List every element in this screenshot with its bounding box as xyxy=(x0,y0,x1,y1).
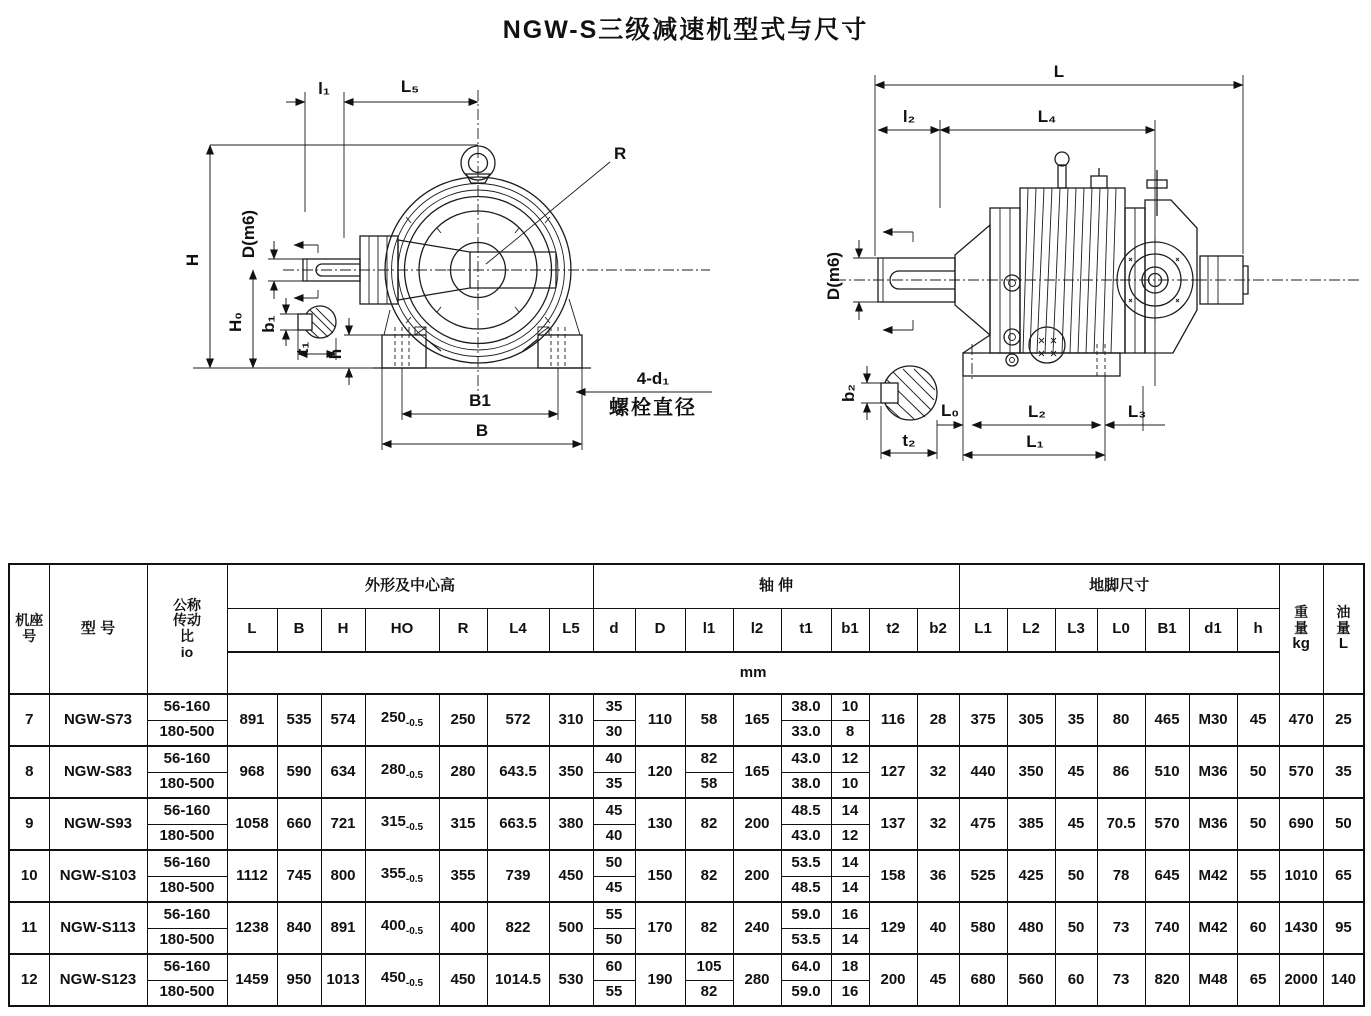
th-col-L2: L2 xyxy=(1007,608,1055,652)
td-l2: 165 xyxy=(733,746,781,798)
td-L3: 45 xyxy=(1055,746,1097,798)
td-L0: 86 xyxy=(1097,746,1145,798)
td-oil: 140 xyxy=(1323,954,1364,1006)
td-b2: 45 xyxy=(917,954,959,1006)
page-title: NGW-S三级减速机型式与尺寸 xyxy=(502,16,869,44)
td-HO xyxy=(365,954,439,1006)
td-b1-bottom: 12 xyxy=(831,824,869,850)
td-L2: 385 xyxy=(1007,798,1055,850)
td-oil: 50 xyxy=(1323,798,1364,850)
td-t1-bottom: 48.5 xyxy=(781,876,831,902)
dim-b2-label: b₂ xyxy=(839,384,858,402)
td-t2: 158 xyxy=(869,850,917,902)
td-L0: 78 xyxy=(1097,850,1145,902)
td-B: 840 xyxy=(277,902,321,954)
dim-b1-label: b₁ xyxy=(259,315,278,333)
td-model: NGW-S83 xyxy=(49,746,147,798)
td-L1: 680 xyxy=(959,954,1007,1006)
td-l2: 240 xyxy=(733,902,781,954)
td-frame-no: 7 xyxy=(9,694,49,746)
td-H: 574 xyxy=(321,694,365,746)
td-ratio-bottom: 180-500 xyxy=(147,824,227,850)
td-d-top: 55 xyxy=(593,902,635,928)
td-L0: 73 xyxy=(1097,902,1145,954)
td-l1: 58 xyxy=(685,694,733,746)
td-t1-top: 38.0 xyxy=(781,694,831,720)
td-HO xyxy=(365,850,439,902)
td-L4: 572 xyxy=(487,694,549,746)
td-R: 355 xyxy=(439,850,487,902)
td-HO xyxy=(365,902,439,954)
td-L2: 425 xyxy=(1007,850,1055,902)
td-weight: 1010 xyxy=(1279,850,1323,902)
td-L: 1238 xyxy=(227,902,277,954)
td-L5: 500 xyxy=(549,902,593,954)
td-t2: 127 xyxy=(869,746,917,798)
dim-L4-label: L₄ xyxy=(1037,107,1057,126)
td-frame-no: 8 xyxy=(9,746,49,798)
td-l2: 165 xyxy=(733,694,781,746)
td-l2: 200 xyxy=(733,850,781,902)
th-group-shaft: 轴 伸 xyxy=(593,564,959,608)
td-b1-bottom: 14 xyxy=(831,876,869,902)
th-col-d1: d1 xyxy=(1189,608,1237,652)
td-ratio-top: 56-160 xyxy=(147,694,227,720)
td-L: 891 xyxy=(227,694,277,746)
th-oil xyxy=(1323,564,1364,694)
dim-L-label: L xyxy=(1053,62,1065,81)
td-H: 891 xyxy=(321,902,365,954)
td-oil: 25 xyxy=(1323,694,1364,746)
td-L5: 380 xyxy=(549,798,593,850)
td-L: 1112 xyxy=(227,850,277,902)
front-housing xyxy=(283,90,710,400)
td-H: 721 xyxy=(321,798,365,850)
th-col-l2: l2 xyxy=(733,608,781,652)
td-D: 190 xyxy=(635,954,685,1006)
td-L3: 50 xyxy=(1055,850,1097,902)
td-d-bottom: 45 xyxy=(593,876,635,902)
td-model: NGW-S113 xyxy=(49,902,147,954)
td-H: 634 xyxy=(321,746,365,798)
td-HO xyxy=(365,694,439,746)
td-L4: 822 xyxy=(487,902,549,954)
th-col-D: D xyxy=(635,608,685,652)
td-B: 660 xyxy=(277,798,321,850)
ho-value: 280 xyxy=(380,761,406,779)
td-L5: 350 xyxy=(549,746,593,798)
td-oil: 35 xyxy=(1323,746,1364,798)
th-oil-unit: L xyxy=(1338,635,1348,653)
td-t2: 129 xyxy=(869,902,917,954)
td-D: 170 xyxy=(635,902,685,954)
th-col-L3: L3 xyxy=(1055,608,1097,652)
td-weight: 570 xyxy=(1279,746,1323,798)
td-D: 110 xyxy=(635,694,685,746)
td-l2: 280 xyxy=(733,954,781,1006)
td-HO xyxy=(365,798,439,850)
ho-value: 400 xyxy=(380,917,406,935)
td-L5: 450 xyxy=(549,850,593,902)
td-d-bottom: 55 xyxy=(593,980,635,1006)
td-d1: M36 xyxy=(1189,746,1237,798)
td-d-top: 50 xyxy=(593,850,635,876)
td-t2: 200 xyxy=(869,954,917,1006)
th-col-B: B xyxy=(277,608,321,652)
td-l1-bottom: 58 xyxy=(685,772,733,798)
td-L1: 525 xyxy=(959,850,1007,902)
side-output-bearing xyxy=(1113,238,1248,322)
td-L5: 310 xyxy=(549,694,593,746)
td-h: 45 xyxy=(1237,694,1279,746)
td-b2: 32 xyxy=(917,746,959,798)
td-b1-bottom: 8 xyxy=(831,720,869,746)
th-col-L: L xyxy=(227,608,277,652)
ho-tolerance: -0.5 xyxy=(405,978,424,990)
th-col-b2: b2 xyxy=(917,608,959,652)
td-d-bottom: 40 xyxy=(593,824,635,850)
td-B1: 510 xyxy=(1145,746,1189,798)
dim-L0-label: L₀ xyxy=(940,401,960,420)
ho-value: 250 xyxy=(380,709,406,727)
td-d-top: 60 xyxy=(593,954,635,980)
th-model: 型 号 xyxy=(49,564,147,694)
ho-tolerance: -0.5 xyxy=(405,822,424,834)
td-L2: 350 xyxy=(1007,746,1055,798)
td-ratio-top: 56-160 xyxy=(147,850,227,876)
td-l1-top: 82 xyxy=(685,746,733,772)
th-col-l1: l1 xyxy=(685,608,733,652)
dim-D-label: D(m6) xyxy=(239,209,258,259)
td-B: 950 xyxy=(277,954,321,1006)
td-b2: 28 xyxy=(917,694,959,746)
td-t1-top: 43.0 xyxy=(781,746,831,772)
td-L5: 530 xyxy=(549,954,593,1006)
td-weight: 2000 xyxy=(1279,954,1323,1006)
td-B1: 465 xyxy=(1145,694,1189,746)
td-L2: 560 xyxy=(1007,954,1055,1006)
td-ratio-top: 56-160 xyxy=(147,746,227,772)
ho-value: 450 xyxy=(380,969,406,987)
td-L2: 480 xyxy=(1007,902,1055,954)
dim-D-label: D(m6) xyxy=(824,251,843,301)
th-col-L4: L4 xyxy=(487,608,549,652)
td-L0: 70.5 xyxy=(1097,798,1145,850)
ho-tolerance: -0.5 xyxy=(405,770,424,782)
td-d1: M48 xyxy=(1189,954,1237,1006)
bolt-count-label: 4-d₁ xyxy=(636,369,670,388)
td-t1-top: 53.5 xyxy=(781,850,831,876)
td-HO xyxy=(365,746,439,798)
td-weight: 690 xyxy=(1279,798,1323,850)
td-B1: 645 xyxy=(1145,850,1189,902)
td-h: 50 xyxy=(1237,746,1279,798)
td-D: 120 xyxy=(635,746,685,798)
dim-L5-label: L₅ xyxy=(400,77,420,96)
td-D: 150 xyxy=(635,850,685,902)
td-oil: 95 xyxy=(1323,902,1364,954)
th-weight-unit: kg xyxy=(1292,635,1310,653)
td-L0: 80 xyxy=(1097,694,1145,746)
td-R: 250 xyxy=(439,694,487,746)
side-view-drawing xyxy=(815,48,1370,493)
td-b1-top: 14 xyxy=(831,850,869,876)
td-L1: 440 xyxy=(959,746,1007,798)
td-B1: 740 xyxy=(1145,902,1189,954)
td-R: 400 xyxy=(439,902,487,954)
th-col-B1: B1 xyxy=(1145,608,1189,652)
td-model: NGW-S103 xyxy=(49,850,147,902)
td-L4: 739 xyxy=(487,850,549,902)
td-b1-bottom: 10 xyxy=(831,772,869,798)
ho-tolerance: -0.5 xyxy=(405,874,424,886)
th-col-HO: HO xyxy=(365,608,439,652)
td-b1-bottom: 14 xyxy=(831,928,869,954)
td-weight: 470 xyxy=(1279,694,1323,746)
td-L4: 663.5 xyxy=(487,798,549,850)
dim-L3-label: L₃ xyxy=(1127,402,1147,421)
td-b2: 32 xyxy=(917,798,959,850)
td-l1-top: 105 xyxy=(685,954,733,980)
td-R: 280 xyxy=(439,746,487,798)
td-B1: 820 xyxy=(1145,954,1189,1006)
td-b2: 36 xyxy=(917,850,959,902)
td-B: 590 xyxy=(277,746,321,798)
td-d1: M42 xyxy=(1189,902,1237,954)
td-b1-top: 12 xyxy=(831,746,869,772)
td-H: 800 xyxy=(321,850,365,902)
td-ratio-top: 56-160 xyxy=(147,798,227,824)
td-L2: 305 xyxy=(1007,694,1055,746)
front-dimensions xyxy=(183,77,712,450)
td-R: 315 xyxy=(439,798,487,850)
dim-t1-label: t₁ xyxy=(293,341,312,355)
td-b1-top: 18 xyxy=(831,954,869,980)
front-key-detail xyxy=(298,306,336,338)
td-L1: 580 xyxy=(959,902,1007,954)
th-unit: mm xyxy=(227,652,1279,694)
td-L1: 475 xyxy=(959,798,1007,850)
td-l2: 200 xyxy=(733,798,781,850)
td-b1-bottom: 16 xyxy=(831,980,869,1006)
td-B: 745 xyxy=(277,850,321,902)
bolt-note-label: 螺栓直径 xyxy=(609,397,697,419)
td-frame-no: 10 xyxy=(9,850,49,902)
th-col-L0: L0 xyxy=(1097,608,1145,652)
th-frame xyxy=(9,564,49,694)
td-l1: 82 xyxy=(685,902,733,954)
td-l1: 82 xyxy=(685,850,733,902)
td-t1-bottom: 33.0 xyxy=(781,720,831,746)
dim-B1-label: B1 xyxy=(469,391,491,410)
td-h: 60 xyxy=(1237,902,1279,954)
th-weight xyxy=(1279,564,1323,694)
td-L1: 375 xyxy=(959,694,1007,746)
td-b1-top: 16 xyxy=(831,902,869,928)
td-d1: M42 xyxy=(1189,850,1237,902)
dim-l1-label: l₁ xyxy=(318,79,330,98)
dim-B-label: B xyxy=(475,421,489,440)
th-col-t1: t1 xyxy=(781,608,831,652)
th-weight-text: 重量 xyxy=(1294,603,1309,636)
td-frame-no: 11 xyxy=(9,902,49,954)
td-d1: M30 xyxy=(1189,694,1237,746)
td-t2: 137 xyxy=(869,798,917,850)
td-t1-bottom: 43.0 xyxy=(781,824,831,850)
td-d-top: 40 xyxy=(593,746,635,772)
td-t1-bottom: 38.0 xyxy=(781,772,831,798)
td-h: 50 xyxy=(1237,798,1279,850)
th-col-L5: L5 xyxy=(549,608,593,652)
th-ratio-text: 公称传动比 xyxy=(173,596,201,644)
td-d-bottom: 35 xyxy=(593,772,635,798)
dim-H-label: H xyxy=(183,253,202,267)
td-t1-bottom: 53.5 xyxy=(781,928,831,954)
td-ratio-top: 56-160 xyxy=(147,954,227,980)
td-ratio-bottom: 180-500 xyxy=(147,772,227,798)
th-col-t2: t2 xyxy=(869,608,917,652)
td-frame-no: 12 xyxy=(9,954,49,1006)
th-col-H: H xyxy=(321,608,365,652)
dim-h-label: h xyxy=(326,348,345,360)
td-L4: 643.5 xyxy=(487,746,549,798)
td-ratio-bottom: 180-500 xyxy=(147,876,227,902)
td-d-bottom: 50 xyxy=(593,928,635,954)
td-t1-top: 59.0 xyxy=(781,902,831,928)
td-L3: 60 xyxy=(1055,954,1097,1006)
td-t1-top: 64.0 xyxy=(781,954,831,980)
td-ratio-top: 56-160 xyxy=(147,902,227,928)
td-t1-bottom: 59.0 xyxy=(781,980,831,1006)
th-col-R: R xyxy=(439,608,487,652)
td-L: 1058 xyxy=(227,798,277,850)
td-R: 450 xyxy=(439,954,487,1006)
td-D: 130 xyxy=(635,798,685,850)
th-ratio-sub: io xyxy=(180,643,194,660)
th-ratio xyxy=(147,564,227,694)
td-L3: 50 xyxy=(1055,902,1097,954)
ho-tolerance: -0.5 xyxy=(405,718,424,730)
side-base xyxy=(963,327,1120,380)
td-ratio-bottom: 180-500 xyxy=(147,720,227,746)
td-l1-bottom: 82 xyxy=(685,980,733,1006)
td-d-bottom: 30 xyxy=(593,720,635,746)
dim-H0-label: H₀ xyxy=(226,312,245,332)
ho-value: 355 xyxy=(380,865,406,883)
td-b1-top: 14 xyxy=(831,798,869,824)
td-h: 55 xyxy=(1237,850,1279,902)
ho-value: 315 xyxy=(380,813,406,831)
td-frame-no: 9 xyxy=(9,798,49,850)
dim-R-label: R xyxy=(614,144,627,163)
td-model: NGW-S93 xyxy=(49,798,147,850)
th-oil-text: 油量 xyxy=(1336,603,1351,636)
dim-l2-label: l₂ xyxy=(902,107,916,126)
td-h: 65 xyxy=(1237,954,1279,1006)
td-H: 1013 xyxy=(321,954,365,1006)
dim-L1-label: L₁ xyxy=(1026,432,1044,451)
td-t1-top: 48.5 xyxy=(781,798,831,824)
td-l1: 82 xyxy=(685,798,733,850)
td-b1-top: 10 xyxy=(831,694,869,720)
td-d-top: 45 xyxy=(593,798,635,824)
th-frame-text: 机座号 xyxy=(15,612,44,644)
td-L4: 1014.5 xyxy=(487,954,549,1006)
side-housing xyxy=(955,152,1197,366)
td-L0: 73 xyxy=(1097,954,1145,1006)
td-L: 968 xyxy=(227,746,277,798)
dim-L2-label: L₂ xyxy=(1028,402,1046,421)
th-col-L1: L1 xyxy=(959,608,1007,652)
td-B1: 570 xyxy=(1145,798,1189,850)
side-key-detail xyxy=(881,366,937,420)
dimensions-table xyxy=(8,563,1365,1007)
td-oil: 65 xyxy=(1323,850,1364,902)
td-d1: M36 xyxy=(1189,798,1237,850)
td-ratio-bottom: 180-500 xyxy=(147,980,227,1006)
td-L3: 45 xyxy=(1055,798,1097,850)
th-col-d: d xyxy=(593,608,635,652)
td-d-top: 35 xyxy=(593,694,635,720)
td-weight: 1430 xyxy=(1279,902,1323,954)
front-view-drawing xyxy=(148,62,723,507)
front-base xyxy=(373,299,591,368)
td-ratio-bottom: 180-500 xyxy=(147,928,227,954)
dim-t2-label: t₂ xyxy=(902,431,916,450)
td-B: 535 xyxy=(277,694,321,746)
td-L3: 35 xyxy=(1055,694,1097,746)
td-L: 1459 xyxy=(227,954,277,1006)
td-t2: 116 xyxy=(869,694,917,746)
th-col-h: h xyxy=(1237,608,1279,652)
ho-tolerance: -0.5 xyxy=(405,926,424,938)
th-group-foot: 地脚尺寸 xyxy=(959,564,1279,608)
th-group-outline: 外形及中心高 xyxy=(227,564,593,608)
th-col-b1: b1 xyxy=(831,608,869,652)
td-model: NGW-S73 xyxy=(49,694,147,746)
td-b2: 40 xyxy=(917,902,959,954)
td-model: NGW-S123 xyxy=(49,954,147,1006)
